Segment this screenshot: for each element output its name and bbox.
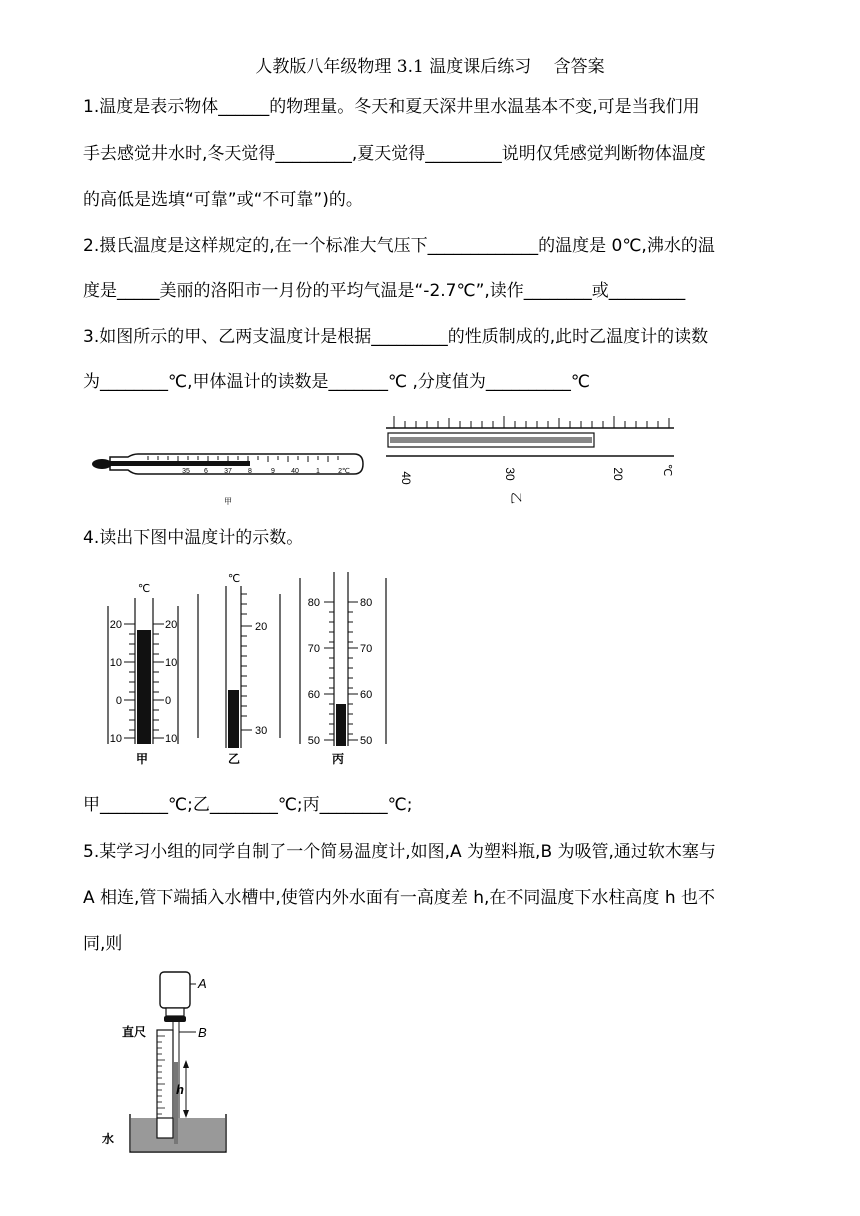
jia-unit: ℃ [137,583,151,595]
jia-tick-label: 6 [204,468,208,475]
jia-tick-label: 37 [224,468,232,475]
jia-tick-label: 40 [291,468,299,475]
label-a: A [198,976,207,991]
jia-right-tick: 10 [165,657,178,669]
yi-tick: 20 [255,621,268,633]
yi-tick: 30 [255,725,268,737]
label-water: 水 [102,1132,115,1146]
bing-left-tick: 60 [307,689,320,701]
bing-left-tick: 50 [307,735,320,747]
thermometer-yi-figure [384,408,680,508]
jia-label: 甲 [224,497,232,506]
q1-line-2: 手去感觉井水时,冬天觉得_________,夏天觉得_________说明仅凭感觉判断物体温度 [83,144,706,164]
bing-left-tick: 70 [307,643,320,655]
q5-line-1: 5.某学习小组的同学自制了一个简易温度计,如图,A 为塑料瓶,B 为吸管,通过软木塞与 [83,842,716,862]
bing-right-tick: 80 [360,597,373,609]
q1-line-1: 1.温度是表示物体______的物理量。冬天和夏天深井里水温基本不变,可是当我们用 [83,97,700,117]
q5-line-2: A 相连,管下端插入水槽中,使管内外水面有一高度差 h,在不同温度下水柱高度 h 也不 [83,888,716,908]
q3-line-1: 3.如图所示的甲、乙两支温度计是根据_________的性质制成的,此时乙温度计的读数 [83,327,709,347]
jia-left-tick: 10 [109,733,122,745]
jia-right-tick: 20 [165,619,178,631]
q5-line-3: 同,则 [83,934,123,954]
jia-tick-label: 1 [316,468,320,475]
bing-right-tick: 60 [360,689,373,701]
page-title: 人教版八年级物理 3.1 温度课后练习 含答案 [255,57,605,77]
yi-tick-label: 40 [399,471,413,485]
label-b: B [198,1025,207,1040]
yi-label: 乙 [509,491,523,505]
bing-left-tick: 80 [307,597,320,609]
yi-tick-label: 30 [503,467,517,481]
q1-line-3: 的高低是选填“可靠”或“不可靠”)的。 [83,190,363,210]
bing-label: 丙 [331,752,345,766]
jia-left-tick: 10 [109,657,122,669]
jia-left-tick: 0 [115,695,122,707]
label-ruler: 直尺 [121,1025,147,1039]
jia-tick-label: 35 [182,468,190,475]
yi-unit: ℃ [661,463,673,477]
homemade-thermometer-figure [88,966,248,1162]
yi-unit: ℃ [227,573,241,585]
jia-left-tick: 20 [109,619,122,631]
label-h: h [176,1082,184,1097]
jia-right-tick: 0 [165,695,172,707]
bing-right-tick: 70 [360,643,373,655]
q4-answer-line: 甲________℃;乙________℃;丙________℃; [83,795,413,815]
jia-tick-label: 9 [271,468,275,475]
yi-tick-label: 20 [611,467,625,481]
q4-line-1: 4.读出下图中温度计的示数。 [83,528,304,548]
yi-label: 乙 [227,752,241,766]
q3-line-2: 为________℃,甲体温计的读数是_______℃ ,分度值为__________℃ [83,372,590,392]
jia-tick-label: 8 [248,468,252,475]
q2-line-1: 2.摄氏温度是这样规定的,在一个标准大气压下_____________的温度是 0℃,沸水的温 [83,236,715,256]
jia-right-tick: 10 [165,733,178,745]
q2-line-2: 度是_____美丽的洛阳市一月份的平均气温是“-2.7℃”,读作________或_________ [83,281,686,301]
bing-right-tick: 50 [360,735,373,747]
jia-tick-label: 2℃ [338,468,350,475]
jia-label: 甲 [135,752,149,766]
thermometer-jia-figure [88,448,368,510]
three-thermometers-figure [98,566,392,770]
